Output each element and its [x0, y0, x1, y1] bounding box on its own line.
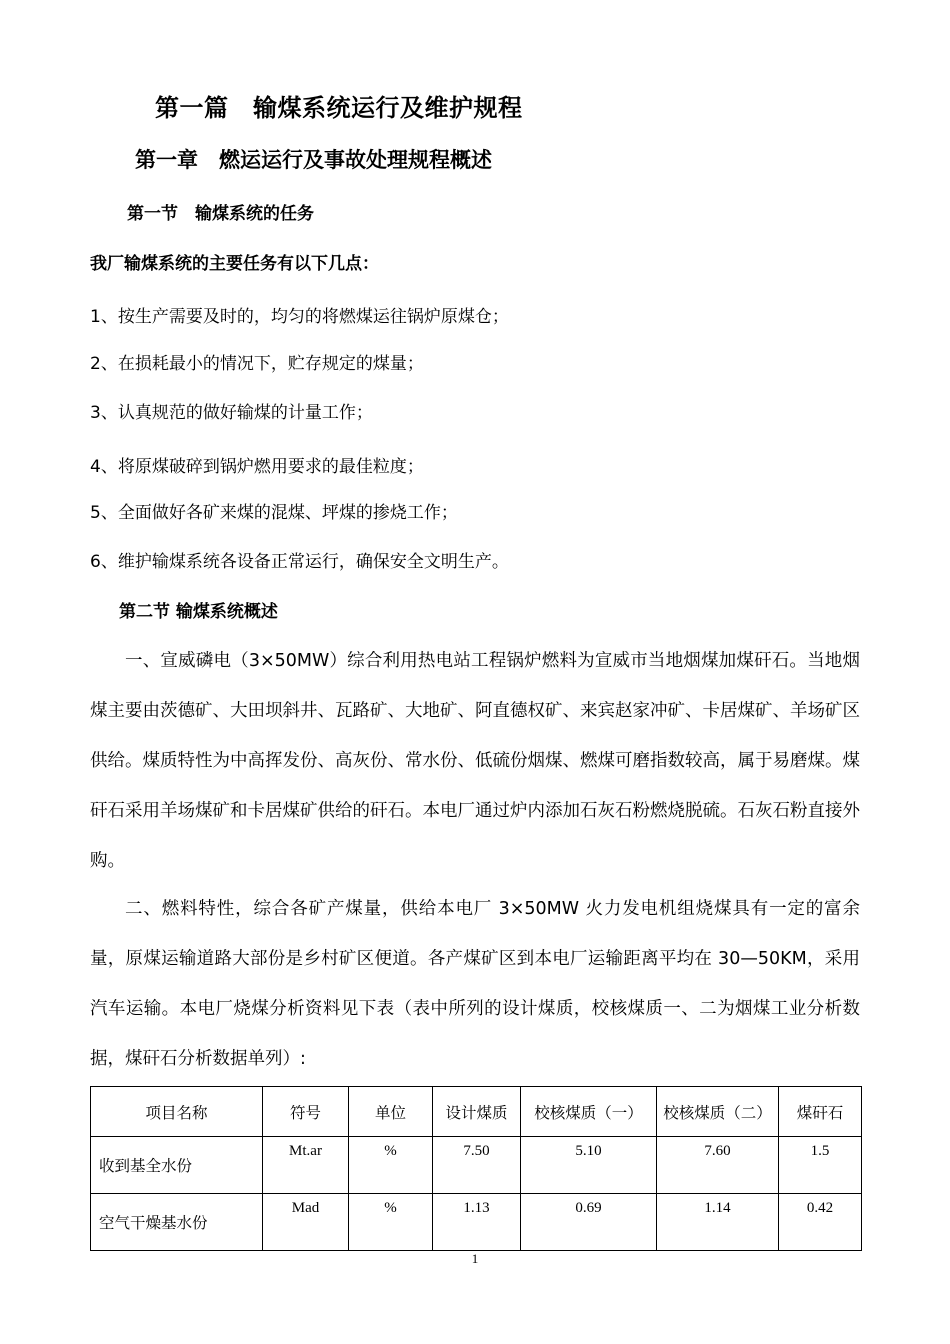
table-header-cell: 单位 — [349, 1087, 433, 1137]
table-header-cell: 符号 — [263, 1087, 349, 1137]
table-cell: 7.60 — [657, 1137, 779, 1194]
task-item-4: 4、将原煤破碎到锅炉燃用要求的最佳粒度； — [90, 457, 424, 477]
page-number: 1 — [471, 1251, 479, 1266]
table-header-cell: 设计煤质 — [433, 1087, 521, 1137]
task-item-2: 2、在损耗最小的情况下，贮存规定的煤量； — [90, 354, 424, 374]
table-cell: % — [349, 1194, 433, 1251]
table-header-cell: 校核煤质（一） — [521, 1087, 657, 1137]
overview-paragraph-1: 一、宣威磷电（3×50MW）综合利用热电站工程锅炉燃料为宣威市当地烟煤加煤矸石。当地烟煤主要由茨德矿、大田坝斜井、瓦路矿、大地矿、阿直德权矿、来宾赵家冲矿、卡居煤矿、羊场矿区供给。煤质特性为中高挥发份、高灰份、常水份、低硫份烟煤、燃煤可磨指数较高，属于易磨煤。煤矸石采用羊场煤矿和卡居煤矿供给的矸石。本电厂通过炉内添加石灰石粉燃烧脱硫。石灰石粉直接外购。 — [90, 651, 860, 871]
task-item-1: 1、按生产需要及时的，均匀的将燃煤运往锅炉原煤仓； — [90, 307, 509, 327]
tasks-intro: 我厂输煤系统的主要任务有以下几点： — [90, 254, 379, 274]
table-cell: 0.69 — [521, 1194, 657, 1251]
table-header-cell: 煤矸石 — [779, 1087, 862, 1137]
table-cell: % — [349, 1137, 433, 1194]
table-cell: 1.13 — [433, 1194, 521, 1251]
table-header-row — [91, 1087, 862, 1137]
table-cell: 7.50 — [433, 1137, 521, 1194]
table-cell: 5.10 — [521, 1137, 657, 1194]
coal-analysis-table — [90, 1086, 862, 1251]
part-title: 第一篇 输煤系统运行及维护规程 — [155, 94, 523, 122]
section-title-2: 第二节 输煤系统概述 — [119, 602, 278, 622]
table-cell: 1.14 — [657, 1194, 779, 1251]
task-item-6: 6、维护输煤系统各设备正常运行，确保安全文明生产。 — [90, 552, 509, 572]
table-header-cell: 项目名称 — [91, 1087, 263, 1137]
task-item-5: 5、全面做好各矿来煤的混煤、坪煤的掺烧工作； — [90, 503, 458, 523]
task-item-3: 3、认真规范的做好输煤的计量工作； — [90, 403, 373, 423]
table-cell: Mt.ar — [263, 1137, 349, 1194]
table-cell: 空气干燥基水份 — [91, 1194, 263, 1251]
section-title-1: 第一节 输煤系统的任务 — [127, 204, 314, 224]
table-row — [91, 1137, 862, 1194]
table-header-cell: 校核煤质（二） — [657, 1087, 779, 1137]
chapter-title: 第一章 燃运运行及事故处理规程概述 — [135, 148, 492, 172]
overview-paragraph-2: 二、燃料特性，综合各矿产煤量，供给本电厂 3×50MW 火力发电机组烧煤具有一定的富余量，原煤运输道路大部份是乡村矿区便道。各产煤矿区到本电厂运输距离平均在 30—50KM，采用汽车运输。本电厂烧煤分析资料见下表（表中所列的设计煤质，校核煤质一、二为烟煤工业分析数据，煤矸石分析数据单列）: — [90, 899, 860, 1069]
table-row — [91, 1194, 862, 1251]
table-cell: 0.42 — [779, 1194, 862, 1251]
table-cell: 1.5 — [779, 1137, 862, 1194]
table-cell: 收到基全水份 — [91, 1137, 263, 1194]
table-cell: Mad — [263, 1194, 349, 1251]
